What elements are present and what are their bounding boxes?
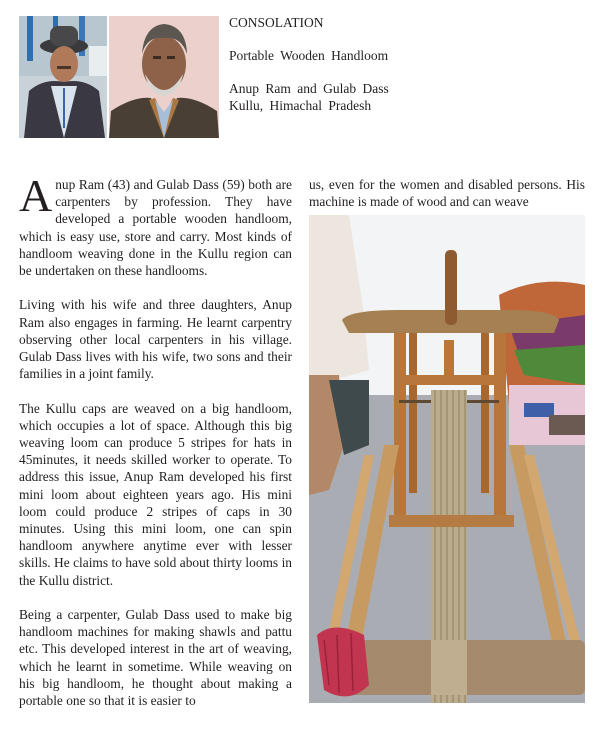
section-label: CONSOLATION xyxy=(229,15,324,30)
article-continuation: us, even for the women and disabled persons. His machine is made of wood and can weave xyxy=(309,177,585,210)
handloom-photo xyxy=(309,215,585,703)
innovators-names: Anup Ram and Gulab Dass xyxy=(229,81,389,96)
article-paragraph: Living with his wife and three daughters, Anup Ram also engages in farming. He learnt carpentry observing other local carpenters in his village. Gulab Dass lives with his wife, two sons and their families in a joint family. xyxy=(19,297,292,382)
article-paragraph: Being a carpenter, Gulab Dass used to make big handloom machines for making shawls and pattu etc. This developed interest in the art of weaving, which he learnt in sometime. While weaving on his big handloom, he thought about making a portable one so that it is easier to xyxy=(19,607,292,709)
article-paragraph: The Kullu caps are weaved on a big handloom, which occupies a lot of space. Although this big weaving loom can produce 5 stripes for hats in 45minutes, it needs skilled worker to operate. To address this issue, Anup Ram developed his first mini loom about eighteen years ago. His mini loom could produce 2 stripes of caps in 30 minutes. Using this mini loom, one can spin handloom anywhere anytime ever with lesser skills. He claims to have sold about thirty looms in the Kullu district. xyxy=(19,400,292,588)
anup-ram-photo xyxy=(19,16,107,138)
innovation-title: Portable Wooden Handloom xyxy=(229,48,389,63)
article-paragraph: Anup Ram (43) and Gulab Dass (59) both are carpenters by profession. They have developed a portable wooden handloom, which is easy use, store and carry. Most kinds of handloom weaving done in the Kullu region can be undertaken on these handlooms. xyxy=(19,170,292,279)
article-header xyxy=(229,14,469,114)
drop-cap: A xyxy=(19,170,53,221)
article-left-column xyxy=(19,170,292,726)
gulab-dass-photo xyxy=(109,16,219,138)
innovators-location: Kullu, Himachal Pradesh xyxy=(229,98,372,113)
